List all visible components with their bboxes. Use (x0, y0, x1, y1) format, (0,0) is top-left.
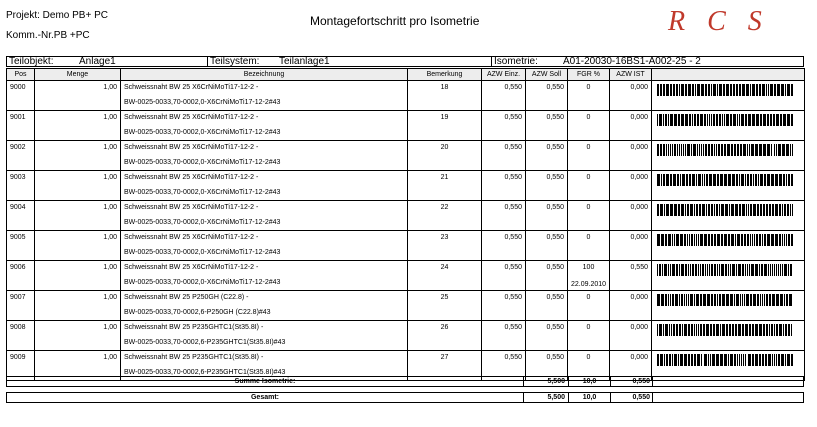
bemerkung-cell: 23 (408, 231, 482, 247)
fgr-cell: 0 (568, 351, 610, 367)
barcode-cell-empty (652, 336, 805, 351)
fgr-cell: 0 (568, 141, 610, 157)
teilobjekt-value: Anlage1 (79, 56, 116, 67)
col-fgr: FGR % (568, 69, 610, 81)
azw-ist-cell: 0,000 (610, 351, 652, 367)
fgr-date-cell (568, 126, 610, 141)
menge-cell-empty (35, 306, 121, 321)
weld-table (6, 68, 805, 381)
summe-row (6, 376, 804, 387)
desc-line1: Schweissnaht BW 25 X6CrNiMoTi17-12-2 - (121, 201, 408, 217)
barcode-graphic (655, 144, 795, 156)
table-row-detail (7, 306, 805, 321)
fgr-date-cell (568, 216, 610, 231)
pos-cell-empty (7, 186, 35, 201)
azw-soll-cell-empty (526, 126, 568, 141)
fgr-cell: 0 (568, 231, 610, 247)
barcode-cell-empty (652, 216, 805, 231)
gesamt-row (6, 392, 804, 403)
barcode-cell (652, 351, 805, 367)
fgr-date-cell (568, 336, 610, 351)
desc-line2: BW-0025-0033,70-0002,0-X6CrNiMoTi17-12-2#43 (121, 216, 408, 231)
summe-label: Summe Isometrie: (234, 378, 296, 385)
azw-ist-cell-empty (610, 96, 652, 111)
azw-soll-cell: 0,550 (526, 261, 568, 277)
bemerkung-cell: 19 (408, 111, 482, 127)
barcode-cell-empty (652, 126, 805, 141)
bemerkung-cell-empty (408, 336, 482, 351)
menge-cell: 1,00 (35, 321, 121, 337)
desc-line1: Schweissnaht BW 25 X6CrNiMoTi17-12-2 - (121, 231, 408, 247)
azw-ist-cell-empty (610, 186, 652, 201)
barcode-graphic (655, 354, 795, 366)
menge-cell-empty (35, 126, 121, 141)
summe-azw-ist: 0,550 (632, 378, 650, 385)
desc-line2: BW-0025-0033,70-0002,6-P235GHTC1(St35.8I)#43 (121, 366, 408, 381)
azw-einz-cell: 0,550 (482, 351, 526, 367)
pos-cell: 9001 (7, 111, 35, 127)
menge-cell: 1,00 (35, 291, 121, 307)
azw-einz-cell-empty (482, 336, 526, 351)
menge-cell-empty (35, 246, 121, 261)
menge-cell-empty (35, 186, 121, 201)
gesamt-divider (610, 393, 611, 402)
bemerkung-cell-empty (408, 216, 482, 231)
bemerkung-cell-empty (408, 306, 482, 321)
azw-einz-cell: 0,550 (482, 141, 526, 157)
table-row (7, 201, 805, 217)
bemerkung-cell: 26 (408, 321, 482, 337)
barcode-cell-empty (652, 246, 805, 261)
menge-cell: 1,00 (35, 81, 121, 97)
azw-einz-cell-empty (482, 126, 526, 141)
barcode-graphic (655, 264, 795, 276)
azw-ist-cell: 0,000 (610, 291, 652, 307)
azw-einz-cell-empty (482, 216, 526, 231)
fgr-cell: 0 (568, 321, 610, 337)
azw-einz-cell: 0,550 (482, 81, 526, 97)
desc-line2: BW-0025-0033,70-0002,0-X6CrNiMoTi17-12-2#43 (121, 186, 408, 201)
table-row (7, 351, 805, 367)
menge-cell: 1,00 (35, 171, 121, 187)
gesamt-divider (568, 393, 569, 402)
rcs-logo: RCS (668, 6, 784, 37)
desc-line2: BW-0025-0033,70-0002,0-X6CrNiMoTi17-12-2#43 (121, 126, 408, 141)
desc-line1: Schweissnaht BW 25 X6CrNiMoTi17-12-2 - (121, 81, 408, 97)
col-azw-ist: AZW IST (610, 69, 652, 81)
desc-line2: BW-0025-0033,70-0002,0-X6CrNiMoTi17-12-2#43 (121, 156, 408, 171)
bemerkung-cell-empty (408, 276, 482, 291)
azw-einz-cell: 0,550 (482, 111, 526, 127)
azw-einz-cell-empty (482, 96, 526, 111)
menge-cell: 1,00 (35, 351, 121, 367)
komm-label: Komm.-Nr.PB +PC (6, 30, 90, 41)
azw-einz-cell: 0,550 (482, 291, 526, 307)
fgr-cell: 0 (568, 81, 610, 97)
pos-cell-empty (7, 336, 35, 351)
azw-einz-cell-empty (482, 156, 526, 171)
col-bemerkung: Bemerkung (408, 69, 482, 81)
table-row (7, 171, 805, 187)
col-barcode (652, 69, 805, 81)
pos-cell: 9004 (7, 201, 35, 217)
table-row (7, 291, 805, 307)
barcode-cell (652, 171, 805, 187)
azw-soll-cell: 0,550 (526, 201, 568, 217)
fgr-date-cell (568, 306, 610, 321)
bemerkung-cell: 25 (408, 291, 482, 307)
azw-ist-cell: 0,000 (610, 171, 652, 187)
azw-soll-cell-empty (526, 156, 568, 171)
menge-cell-empty (35, 216, 121, 231)
table-row-detail (7, 186, 805, 201)
desc-line1: Schweissnaht BW 25 X6CrNiMoTi17-12-2 - (121, 261, 408, 277)
azw-ist-cell-empty (610, 306, 652, 321)
menge-cell: 1,00 (35, 201, 121, 217)
azw-ist-cell-empty (610, 216, 652, 231)
barcode-cell-empty (652, 276, 805, 291)
summe-divider (652, 377, 653, 386)
bemerkung-cell: 27 (408, 351, 482, 367)
table-row-detail (7, 216, 805, 231)
azw-soll-cell: 0,550 (526, 171, 568, 187)
fgr-date-cell: 22.09.2010 (568, 276, 610, 291)
barcode-graphic (655, 174, 795, 186)
azw-soll-cell: 0,550 (526, 141, 568, 157)
menge-cell-empty (35, 156, 121, 171)
azw-ist-cell: 0,000 (610, 111, 652, 127)
azw-soll-cell-empty (526, 96, 568, 111)
azw-ist-cell-empty (610, 336, 652, 351)
azw-soll-cell: 0,550 (526, 321, 568, 337)
barcode-cell (652, 201, 805, 217)
bemerkung-cell-empty (408, 186, 482, 201)
gesamt-divider (652, 393, 653, 402)
barcode-cell (652, 261, 805, 277)
table-row-detail (7, 246, 805, 261)
azw-soll-cell-empty (526, 336, 568, 351)
azw-soll-cell-empty (526, 246, 568, 261)
pos-cell: 9008 (7, 321, 35, 337)
azw-soll-cell: 0,550 (526, 291, 568, 307)
table-row (7, 141, 805, 157)
menge-cell: 1,00 (35, 261, 121, 277)
desc-line1: Schweissnaht BW 25 P235GHTC1(St35.8I) - (121, 351, 408, 367)
barcode-cell (652, 81, 805, 97)
barcode-graphic (655, 234, 795, 246)
bemerkung-cell: 20 (408, 141, 482, 157)
pos-cell-empty (7, 216, 35, 231)
summe-divider (610, 377, 611, 386)
gesamt-azw-soll: 5,500 (547, 394, 565, 401)
summe-divider (523, 377, 524, 386)
desc-line2: BW-0025-0033,70-0002,6-P250GH (C22.8)#43 (121, 306, 408, 321)
desc-line1: Schweissnaht BW 25 X6CrNiMoTi17-12-2 - (121, 141, 408, 157)
fgr-date-cell (568, 156, 610, 171)
pos-cell: 9007 (7, 291, 35, 307)
pos-cell: 9009 (7, 351, 35, 367)
pos-cell-empty (7, 126, 35, 141)
info-divider (207, 57, 208, 66)
azw-einz-cell-empty (482, 276, 526, 291)
barcode-cell (652, 141, 805, 157)
bemerkung-cell-empty (408, 126, 482, 141)
summe-divider (568, 377, 569, 386)
bemerkung-cell: 24 (408, 261, 482, 277)
teilsystem-label: Teilsystem: (210, 56, 260, 67)
bemerkung-cell-empty (408, 96, 482, 111)
pos-cell-empty (7, 306, 35, 321)
azw-ist-cell: 0,000 (610, 141, 652, 157)
pos-cell-empty (7, 276, 35, 291)
table-row-detail (7, 336, 805, 351)
bemerkung-cell: 22 (408, 201, 482, 217)
azw-ist-cell-empty (610, 126, 652, 141)
page-title: Montagefortschritt pro Isometrie (310, 14, 480, 28)
pos-cell: 9003 (7, 171, 35, 187)
azw-ist-cell-empty (610, 246, 652, 261)
fgr-cell: 0 (568, 111, 610, 127)
menge-cell: 1,00 (35, 141, 121, 157)
gesamt-divider (523, 393, 524, 402)
fgr-cell: 0 (568, 201, 610, 217)
barcode-cell (652, 321, 805, 337)
col-bezeichnung: Bezeichnung (121, 69, 408, 81)
pos-cell-empty (7, 96, 35, 111)
barcode-graphic (655, 294, 795, 306)
gesamt-fgr: 10,0 (582, 394, 597, 401)
gesamt-azw-ist: 0,550 (632, 394, 650, 401)
pos-cell: 9002 (7, 141, 35, 157)
barcode-graphic (655, 204, 795, 216)
table-row (7, 111, 805, 127)
table-row-detail (7, 156, 805, 171)
gesamt-label: Gesamt: (250, 394, 279, 401)
barcode-cell (652, 231, 805, 247)
desc-line2: BW-0025-0033,70-0002,0-X6CrNiMoTi17-12-2#43 (121, 276, 408, 291)
teilobjekt-label: Teilobjekt: (9, 56, 54, 67)
barcode-cell-empty (652, 156, 805, 171)
azw-soll-cell: 0,550 (526, 231, 568, 247)
barcode-graphic (655, 324, 795, 336)
azw-soll-cell-empty (526, 306, 568, 321)
col-menge: Menge (35, 69, 121, 81)
desc-line1: Schweissnaht BW 25 X6CrNiMoTi17-12-2 - (121, 111, 408, 127)
barcode-cell (652, 111, 805, 127)
desc-line2: BW-0025-0033,70-0002,0-X6CrNiMoTi17-12-2#43 (121, 246, 408, 261)
menge-cell: 1,00 (35, 231, 121, 247)
azw-ist-cell: 0,000 (610, 81, 652, 97)
azw-soll-cell-empty (526, 216, 568, 231)
azw-ist-cell: 0,000 (610, 321, 652, 337)
azw-einz-cell: 0,550 (482, 201, 526, 217)
azw-einz-cell: 0,550 (482, 261, 526, 277)
azw-ist-cell: 0,000 (610, 201, 652, 217)
desc-line1: Schweissnaht BW 25 P250GH (C22.8) - (121, 291, 408, 307)
desc-line1: Schweissnaht BW 25 X6CrNiMoTi17-12-2 - (121, 171, 408, 187)
col-azw-soll: AZW Soll (526, 69, 568, 81)
desc-line1: Schweissnaht BW 25 P235GHTC1(St35.8I) - (121, 321, 408, 337)
menge-cell-empty (35, 96, 121, 111)
azw-ist-cell-empty (610, 156, 652, 171)
fgr-date-cell (568, 186, 610, 201)
summe-fgr: 10,0 (582, 378, 597, 385)
col-azw-einz: AZW Einz. (482, 69, 526, 81)
pos-cell: 9006 (7, 261, 35, 277)
fgr-cell: 100 (568, 261, 610, 277)
azw-soll-cell-empty (526, 186, 568, 201)
azw-ist-cell-empty (610, 276, 652, 291)
azw-einz-cell-empty (482, 246, 526, 261)
summe-azw-soll: 5,500 (547, 378, 565, 385)
teilsystem-value: Teilanlage1 (279, 56, 330, 67)
table-row-detail (7, 276, 805, 291)
menge-cell-empty (35, 336, 121, 351)
azw-einz-cell: 0,550 (482, 231, 526, 247)
bemerkung-cell: 18 (408, 81, 482, 97)
barcode-cell-empty (652, 306, 805, 321)
azw-ist-cell: 0,000 (610, 231, 652, 247)
azw-einz-cell: 0,550 (482, 171, 526, 187)
barcode-cell-empty (652, 96, 805, 111)
table-row-detail (7, 96, 805, 111)
azw-einz-cell-empty (482, 306, 526, 321)
barcode-cell (652, 291, 805, 307)
fgr-cell: 0 (568, 171, 610, 187)
desc-line2: BW-0025-0033,70-0002,6-P235GHTC1(St35.8I)#43 (121, 336, 408, 351)
azw-soll-cell: 0,550 (526, 81, 568, 97)
info-divider (491, 57, 492, 66)
isometrie-value: A01-20030-16BS1-A002-25 - 2 (563, 56, 701, 67)
azw-soll-cell-empty (526, 276, 568, 291)
col-pos: Pos (7, 69, 35, 81)
barcode-cell-empty (652, 186, 805, 201)
table-row (7, 321, 805, 337)
table-row-detail (7, 126, 805, 141)
menge-cell: 1,00 (35, 111, 121, 127)
table-row (7, 231, 805, 247)
info-bar (6, 56, 804, 67)
fgr-cell: 0 (568, 291, 610, 307)
desc-line2: BW-0025-0033,70-0002,0-X6CrNiMoTi17-12-2#43 (121, 96, 408, 111)
project-label: Projekt: Demo PB+ PC (6, 10, 108, 21)
azw-einz-cell-empty (482, 186, 526, 201)
bemerkung-cell-empty (408, 246, 482, 261)
menge-cell-empty (35, 276, 121, 291)
fgr-date-cell (568, 96, 610, 111)
barcode-graphic (655, 84, 795, 96)
azw-soll-cell: 0,550 (526, 351, 568, 367)
azw-soll-cell: 0,550 (526, 111, 568, 127)
bemerkung-cell: 21 (408, 171, 482, 187)
pos-cell-empty (7, 246, 35, 261)
table-header (7, 69, 805, 81)
pos-cell: 9005 (7, 231, 35, 247)
table-row (7, 81, 805, 97)
azw-einz-cell: 0,550 (482, 321, 526, 337)
azw-ist-cell: 0,550 (610, 261, 652, 277)
pos-cell-empty (7, 156, 35, 171)
fgr-date-cell (568, 246, 610, 261)
table-row (7, 261, 805, 277)
bemerkung-cell-empty (408, 156, 482, 171)
pos-cell: 9000 (7, 81, 35, 97)
isometrie-label: Isometrie: (494, 56, 538, 67)
barcode-graphic (655, 114, 795, 126)
